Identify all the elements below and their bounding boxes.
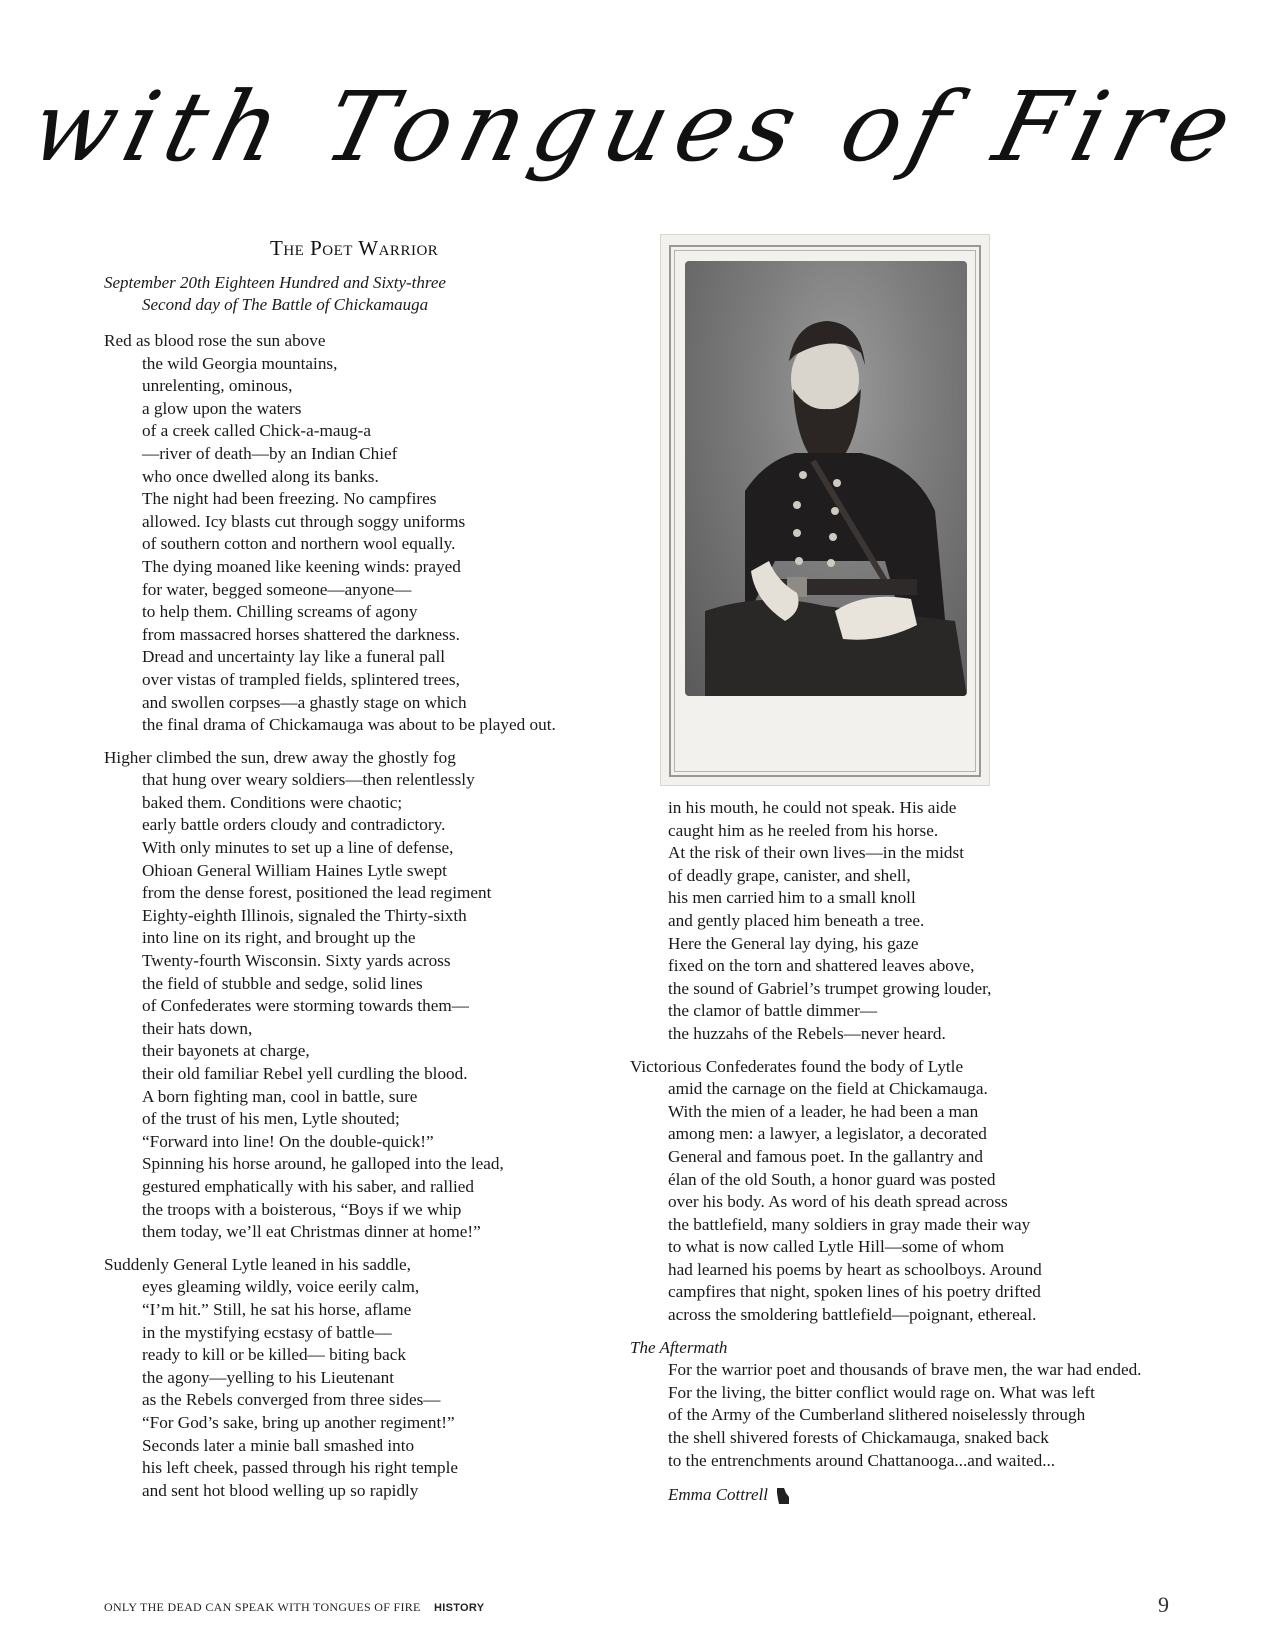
poem-line: Here the General lay dying, his gaze <box>668 933 919 953</box>
poem-line: and swollen corpses—a ghastly stage on which <box>142 692 467 712</box>
poem-line: the shell shivered forests of Chickamauga, snaked back <box>668 1428 1049 1448</box>
stanza <box>630 1056 1190 1327</box>
poem-line: and gently placed him beneath a tree. <box>668 910 925 930</box>
poem-line: campfires that night, spoken lines of his poetry drifted <box>668 1282 1041 1302</box>
page-title: with Tongues of Fire <box>20 71 1252 183</box>
poem-dateline <box>104 272 446 316</box>
poem-line: into line on its right, and brought up the <box>142 928 416 948</box>
portrait-illustration <box>685 261 967 696</box>
poem-line: over vistas of trampled fields, splintered trees, <box>142 669 460 689</box>
poem-line: baked them. Conditions were chaotic; <box>142 792 403 812</box>
poem-line: and sent hot blood welling up so rapidly <box>142 1480 419 1500</box>
poem-line: their old familiar Rebel yell curdling the blood. <box>142 1064 468 1083</box>
poem-line: to what is now called Lytle Hill—some of whom <box>668 1237 1005 1257</box>
running-footer <box>104 1600 484 1615</box>
poem-line: had learned his poems by heart as schoolboys. Around <box>668 1259 1042 1279</box>
poem-line: the wild Georgia mountains, <box>142 353 338 373</box>
poem-line: their bayonets at charge, <box>142 1041 310 1061</box>
georgia-state-icon <box>776 1487 790 1505</box>
poem-line: With the mien of a leader, he had been a man <box>668 1101 979 1121</box>
poem-line: his left cheek, passed through his right temple <box>142 1458 458 1478</box>
poem-line: that hung over weary soldiers—then relentlessly <box>142 770 475 790</box>
poem-line: A born fighting man, cool in battle, sure <box>142 1086 418 1106</box>
poem-heading: The Poet Warrior <box>270 236 439 260</box>
poem-line: the battlefield, many soldiers in gray made their way <box>668 1214 1031 1234</box>
poem-line: their hats down, <box>142 1018 253 1038</box>
poem-line: —river of death—by an Indian Chief <box>142 443 398 463</box>
poem-line: across the smoldering battlefield—poignant, ethereal. <box>668 1305 1037 1325</box>
poem-line: of the Army of the Cumberland slithered noiselessly through <box>668 1405 1086 1425</box>
poem-line: of southern cotton and northern wool equally. <box>142 534 456 554</box>
poem-line: in his mouth, he could not speak. His aide <box>668 798 957 817</box>
poem-line: Red as blood rose the sun above <box>104 331 326 350</box>
poem-line: “I’m hit.” Still, he sat his horse, aflame <box>142 1299 412 1319</box>
poem-line: The night had been freezing. No campfires <box>142 489 437 509</box>
poem-line: Twenty-fourth Wisconsin. Sixty yards across <box>142 951 451 971</box>
poem-line: as the Rebels converged from three sides— <box>142 1390 441 1410</box>
poem-line: to the entrenchments around Chattanooga...and waited... <box>668 1450 1056 1470</box>
poem-line: them today, we’ll eat Christmas dinner at home!” <box>142 1222 481 1242</box>
right-column <box>630 797 1190 1507</box>
poem-line: a glow upon the waters <box>142 398 302 418</box>
poem-line: “Forward into line! On the double-quick!” <box>142 1131 434 1151</box>
poem-line: from massacred horses shattered the darkness. <box>142 624 460 644</box>
poem-line: the troops with a boisterous, “Boys if we whip <box>142 1199 462 1219</box>
author-signature <box>630 1484 1190 1507</box>
poem-line: For the warrior poet and thousands of brave men, the war had ended. <box>668 1360 1142 1380</box>
dateline-line-1: September 20th Eighteen Hundred and Sixty-three <box>104 273 446 292</box>
poem-line: in the mystifying ecstasy of battle— <box>142 1322 392 1342</box>
poem-line: Ohioan General William Haines Lytle swept <box>142 860 447 880</box>
poem-line: of Confederates were storming towards them— <box>142 996 469 1016</box>
poem-line: who once dwelled along its banks. <box>142 466 379 486</box>
poem-line: over his body. As word of his death spread across <box>668 1192 1008 1212</box>
stanza <box>630 797 1190 1046</box>
poem-line: to help them. Chilling screams of agony <box>142 602 418 622</box>
poem-line: Dread and uncertainty lay like a funeral pall <box>142 647 446 667</box>
poem-line: of deadly grape, canister, and shell, <box>668 865 911 885</box>
poem-line: Seconds later a minie ball smashed into <box>142 1435 415 1455</box>
poem-line: the huzzahs of the Rebels—never heard. <box>668 1023 946 1043</box>
poem-line: gestured emphatically with his saber, and rallied <box>142 1176 474 1196</box>
poem-line: fixed on the torn and shattered leaves above, <box>668 956 975 976</box>
aftermath-stanza <box>630 1359 1190 1472</box>
portrait-photo <box>660 234 990 786</box>
poem-line: the final drama of Chickamauga was about to be played out. <box>142 715 556 735</box>
poem-line: for water, begged someone—anyone— <box>142 579 412 599</box>
poem-line: caught him as he reeled from his horse. <box>668 820 939 840</box>
poem-line: unrelenting, ominous, <box>142 376 293 396</box>
aftermath-subheading: The Aftermath <box>630 1337 728 1357</box>
left-column <box>104 330 644 1512</box>
poem-line: his men carried him to a small knoll <box>668 888 916 908</box>
poem-line: élan of the old South, a honor guard was posted <box>668 1169 996 1189</box>
poem-line: Suddenly General Lytle leaned in his saddle, <box>104 1254 411 1274</box>
poem-line: amid the carnage on the field at Chickamauga. <box>668 1079 988 1099</box>
stanza <box>104 1254 644 1503</box>
poem-line: allowed. Icy blasts cut through soggy uniforms <box>142 511 466 531</box>
poem-line: from the dense forest, positioned the lead regiment <box>142 883 492 903</box>
dateline-line-2: Second day of The Battle of Chickamauga <box>142 295 429 314</box>
poem-line: General and famous poet. In the gallantry and <box>668 1146 983 1166</box>
poem-line: “For God’s sake, bring up another regiment!” <box>142 1412 455 1432</box>
poem-line: Higher climbed the sun, drew away the ghostly fog <box>104 747 456 767</box>
poem-line: among men: a lawyer, a legislator, a decorated <box>668 1124 987 1144</box>
poem-line: the sound of Gabriel’s trumpet growing louder, <box>668 978 992 998</box>
poem-line: Spinning his horse around, he galloped into the lead, <box>142 1154 504 1174</box>
poem-line: the clamor of battle dimmer— <box>668 1001 878 1021</box>
poem-line: the agony—yelling to his Lieutenant <box>142 1367 395 1387</box>
running-title: ONLY THE DEAD CAN SPEAK WITH TONGUES OF FIRE <box>104 1600 421 1614</box>
poem-line: of a creek called Chick-a-maug-a <box>142 421 372 441</box>
poem-line: At the risk of their own lives—in the midst <box>668 843 964 863</box>
poem-line: eyes gleaming wildly, voice eerily calm, <box>142 1277 420 1297</box>
poem-line: With only minutes to set up a line of defense, <box>142 838 454 858</box>
stanza <box>104 330 644 737</box>
poem-line: of the trust of his men, Lytle shouted; <box>142 1109 400 1129</box>
poem-line: the field of stubble and sedge, solid lines <box>142 973 423 993</box>
poem-line: ready to kill or be killed— biting back <box>142 1345 406 1365</box>
officer-portrait-image <box>685 261 967 696</box>
poem-line: Eighty-eighth Illinois, signaled the Thirty-sixth <box>142 905 467 925</box>
page-number: 9 <box>1158 1592 1169 1617</box>
stanza <box>104 747 644 1244</box>
poem-line: For the living, the bitter conflict would rage on. What was left <box>668 1382 1095 1402</box>
poem-line: The dying moaned like keening winds: prayed <box>142 556 461 576</box>
author-name: Emma Cottrell <box>668 1485 768 1505</box>
poem-line: early battle orders cloudy and contradictory. <box>142 815 446 835</box>
poem-line: Victorious Confederates found the body of Lytle <box>630 1056 964 1076</box>
section-label: HISTORY <box>434 1602 485 1614</box>
